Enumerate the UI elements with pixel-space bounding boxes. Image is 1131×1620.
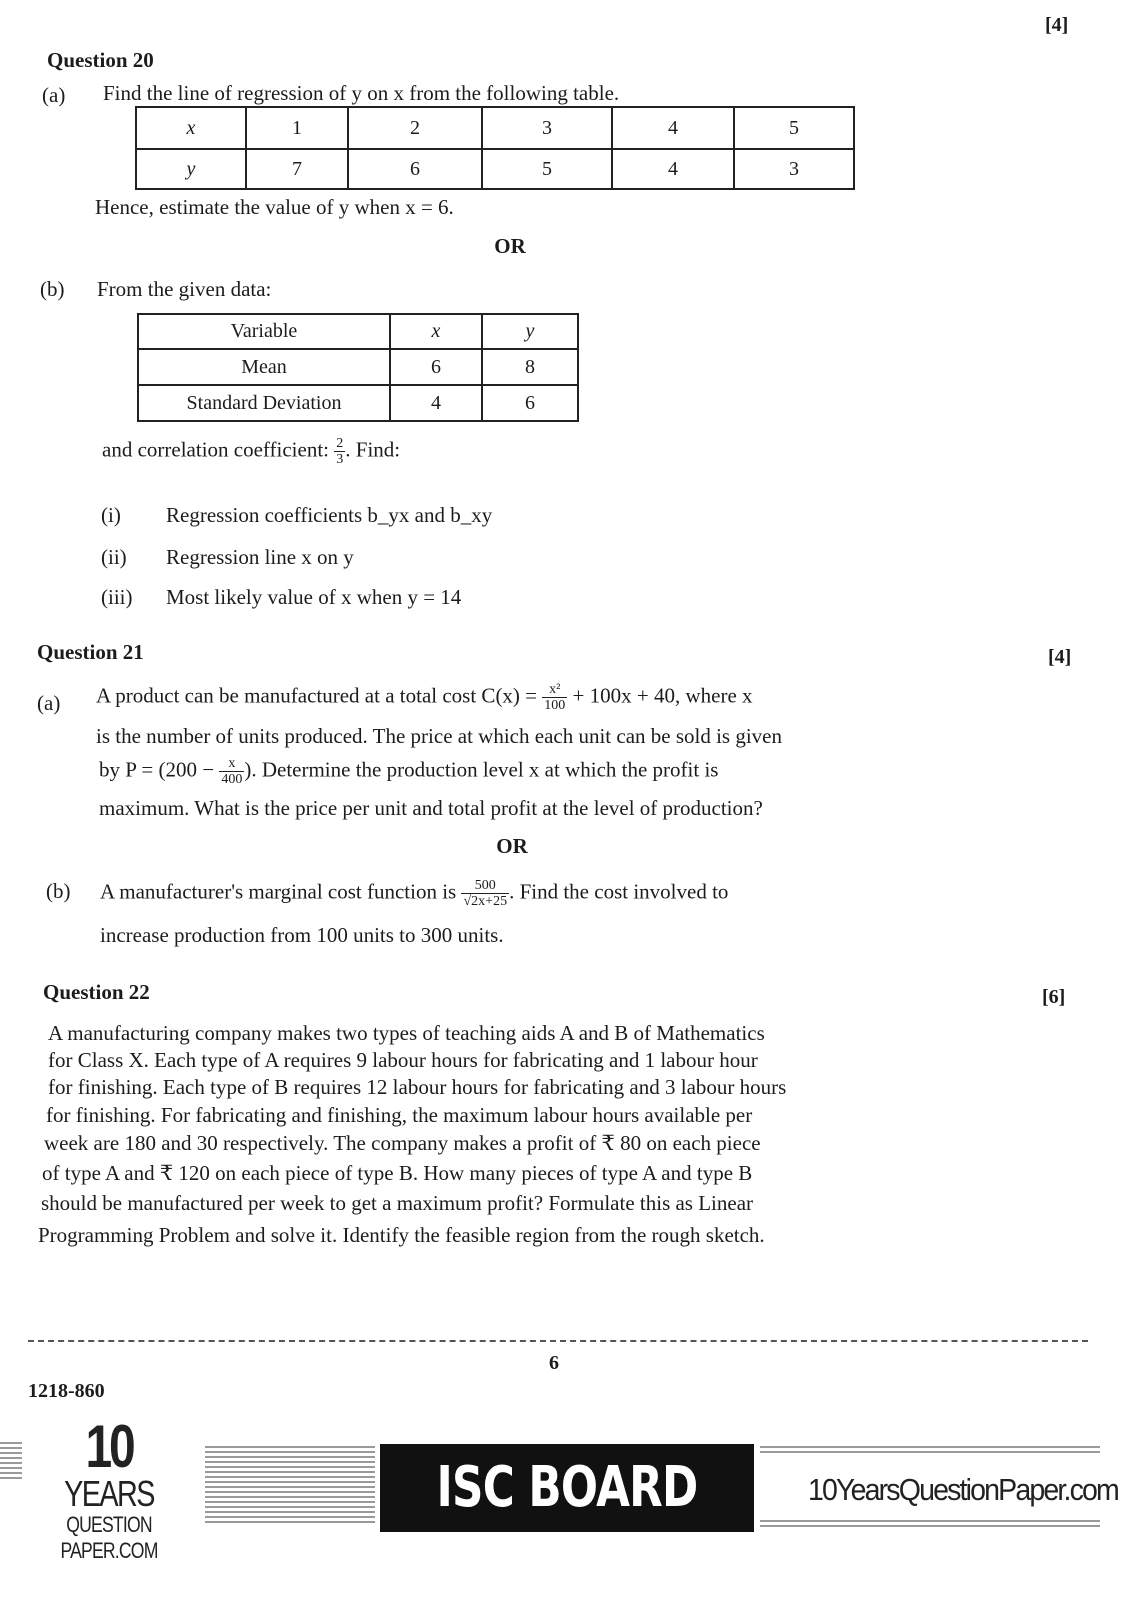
q21-b-line2: increase production from 100 units to 300 units. — [100, 923, 504, 947]
table-cell: y — [136, 149, 246, 189]
table-row-y — [136, 149, 854, 189]
fraction-denominator: 100 — [544, 698, 566, 713]
fraction-denominator: √2x+25 — [463, 894, 508, 909]
q22-line: Programming Problem and solve it. Identify the feasible region from the rough sketch. — [38, 1223, 765, 1247]
table-cell: 8 — [482, 349, 578, 385]
text-segment: by P = (200 − — [99, 757, 215, 782]
fraction-denominator: 400 — [221, 772, 243, 787]
q20-item-text: Regression line x on y — [166, 545, 354, 569]
text-segment: . Find the cost involved to — [509, 879, 729, 904]
logo-number: 10 — [85, 1413, 133, 1480]
table-cell: x — [390, 314, 482, 349]
q22-line: for finishing. Each type of B requires 12 labour hours for fabricating and 3 labour hours — [48, 1075, 787, 1099]
correlation-text-end: . Find: — [345, 437, 401, 462]
fraction — [542, 682, 567, 713]
q22-line: for Class X. Each type of A requires 9 labour hours for fabricating and 1 labour hour — [48, 1048, 758, 1072]
decorative-lines — [760, 1520, 1100, 1530]
table-cell: 1 — [246, 107, 348, 149]
table-cell: Mean — [138, 349, 390, 385]
page-number: 6 — [549, 1352, 559, 1374]
decorative-lines — [205, 1446, 375, 1526]
fraction — [461, 878, 509, 909]
table-cell: Variable — [138, 314, 390, 349]
correlation-fraction — [334, 436, 345, 467]
q20-part-a-label: (a) — [42, 83, 66, 107]
decorative-lines — [760, 1446, 1100, 1454]
q21-a-line2: is the number of units produced. The price at which each unit can be sold is given — [96, 724, 783, 748]
table-cell: 3 — [734, 149, 854, 189]
q22-line: for finishing. For fabricating and finishing, the maximum labour hours available per — [46, 1103, 753, 1127]
q22-line: of type A and ₹ 120 on each piece of type B. How many pieces of type A and type B — [42, 1161, 753, 1185]
table-cell: 3 — [482, 107, 612, 149]
q20-part-a-text: Find the line of regression of y on x from the following table. — [103, 81, 620, 105]
table-cell: 7 — [246, 149, 348, 189]
q20-part-b-text: From the given data: — [97, 277, 272, 301]
site-logo — [24, 1413, 194, 1564]
page-divider — [28, 1340, 1088, 1342]
site-url — [808, 1472, 1131, 1508]
q20-item-label: (iii) — [101, 585, 133, 609]
q20-item-text: Most likely value of x when y = 14 — [166, 585, 462, 609]
banner-text: ISC BOARD XII — [436, 1455, 698, 1608]
isc-board-banner — [380, 1444, 754, 1608]
fraction-numerator: x — [219, 756, 244, 772]
table-cell: 6 — [348, 149, 482, 189]
table-row-x — [136, 107, 854, 149]
q21-a-line3 — [99, 756, 718, 787]
question-20-heading: Question 20 — [47, 48, 154, 72]
decorative-lines — [0, 1442, 22, 1480]
correlation-text: and correlation coefficient: — [102, 437, 330, 462]
fraction — [219, 756, 244, 787]
table-row-sd — [138, 385, 578, 421]
fraction-numerator: x² — [542, 682, 567, 698]
q20-stats-table — [137, 313, 579, 422]
text-segment: + 100x + 40, where x — [572, 683, 753, 708]
page-marks: [4] — [1045, 14, 1069, 36]
q20-item-label: (i) — [101, 503, 121, 527]
text-segment: A product can be manufactured at a total cost C(x) = — [96, 683, 538, 708]
table-cell: x — [136, 107, 246, 149]
table-cell: 4 — [390, 385, 482, 421]
q20-data-table — [135, 106, 855, 190]
table-cell: 4 — [612, 149, 734, 189]
table-row-header — [138, 314, 578, 349]
text-segment: A manufacturer's marginal cost function is — [100, 879, 457, 904]
q21-a-line1 — [96, 682, 753, 713]
question-22-heading: Question 22 — [43, 980, 150, 1004]
q21-or: OR — [496, 834, 528, 858]
table-cell: 5 — [482, 149, 612, 189]
q20-hence-text: Hence, estimate the value of y when x = 6. — [95, 195, 454, 219]
q21-part-b-label: (b) — [46, 879, 71, 903]
q22-line: week are 180 and 30 respectively. The company makes a profit of ₹ 80 on each piece — [44, 1131, 761, 1155]
q22-line: should be manufactured per week to get a maximum profit? Formulate this as Linear — [41, 1191, 754, 1215]
text-segment: ). Determine the production level x at which the profit is — [244, 757, 719, 782]
q21-marks: [4] — [1048, 646, 1072, 668]
q20-item-text: Regression coefficients b_yx and b_xy — [166, 503, 493, 527]
q21-b-line1 — [100, 878, 728, 909]
table-cell: Standard Deviation — [138, 385, 390, 421]
logo-years: YEARS — [64, 1473, 154, 1514]
table-cell: 5 — [734, 107, 854, 149]
q21-part-a-label: (a) — [37, 691, 61, 715]
logo-subtitle: QUESTION PAPER.COM — [60, 1512, 158, 1563]
fraction-numerator: 500 — [461, 878, 509, 894]
q20-part-b-label: (b) — [40, 277, 65, 301]
fraction-numerator: 2 — [336, 436, 344, 451]
table-cell: 2 — [348, 107, 482, 149]
q20-item-label: (ii) — [101, 545, 127, 569]
site-url-text: 10YearsQuestionPaper.com — [808, 1472, 1118, 1507]
table-cell: 4 — [612, 107, 734, 149]
table-cell: y — [482, 314, 578, 349]
fraction-denominator: 3 — [336, 452, 344, 467]
q21-a-line4: maximum. What is the price per unit and total profit at the level of production? — [99, 796, 763, 820]
q20-or: OR — [494, 234, 526, 258]
paper-code: 1218-860 — [28, 1380, 105, 1402]
q20-correlation-line — [102, 436, 400, 467]
table-cell: 6 — [482, 385, 578, 421]
q22-line: A manufacturing company makes two types of teaching aids A and B of Mathematics — [48, 1021, 765, 1045]
table-row-mean — [138, 349, 578, 385]
q22-marks: [6] — [1042, 986, 1066, 1008]
question-21-heading: Question 21 — [37, 640, 144, 664]
table-cell: 6 — [390, 349, 482, 385]
